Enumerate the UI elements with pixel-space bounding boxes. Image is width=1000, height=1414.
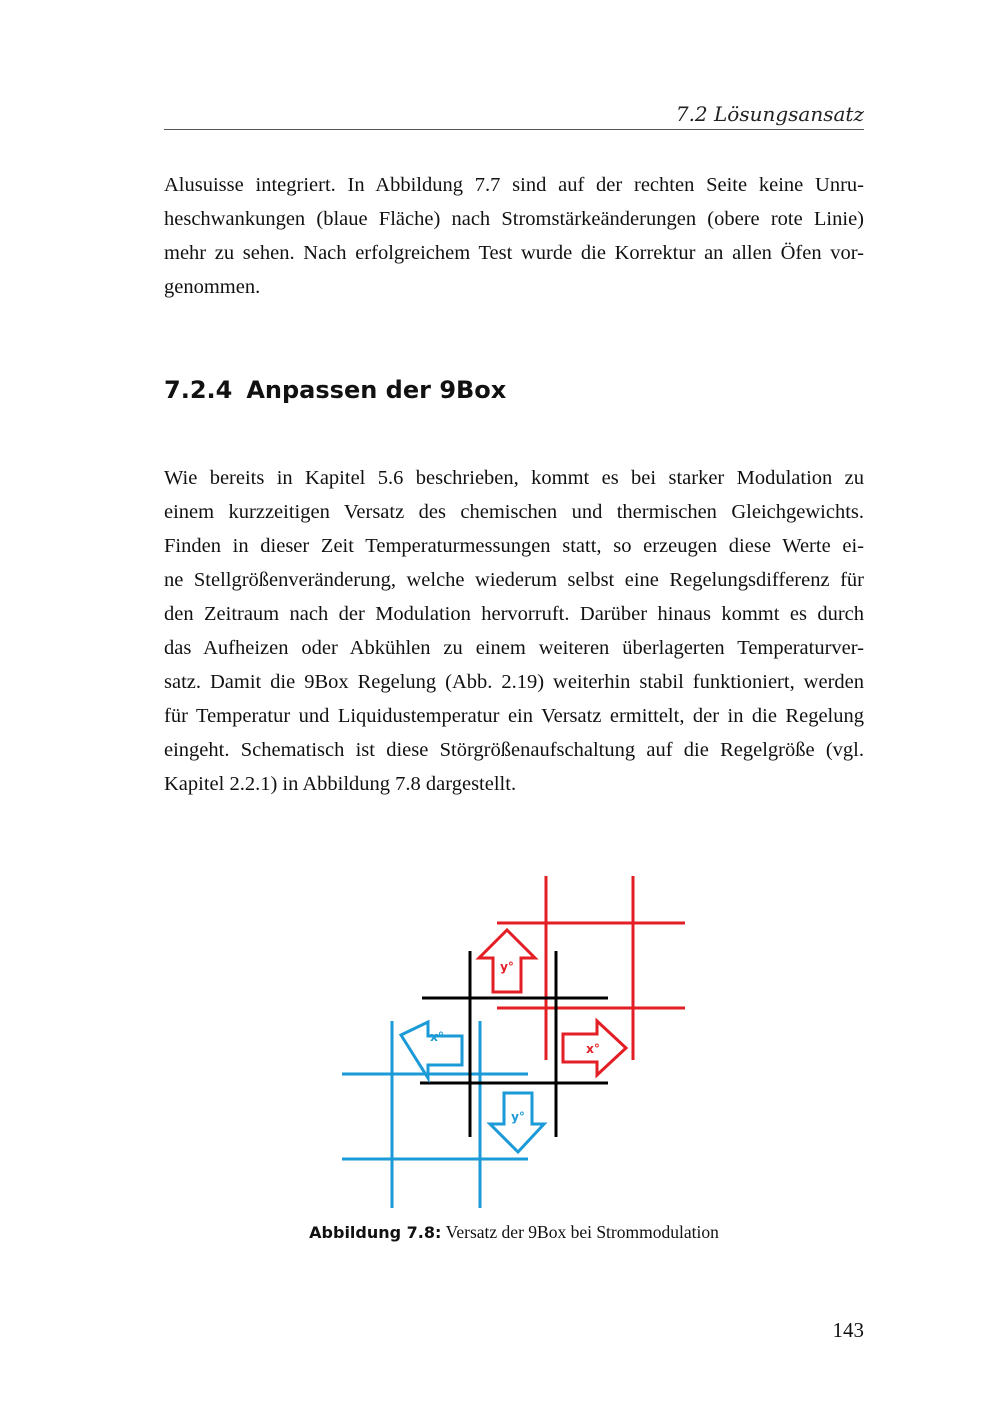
caption-text: Versatz der 9Box bei Strommodulation	[445, 1222, 719, 1242]
text-line: das Aufheizen oder Abkühlen zu einem weiteren überlagerten Temperaturver-	[164, 637, 864, 659]
text-line: mehr zu sehen. Nach erfolgreichem Test wurde die Korrektur an allen Öfen vor-	[164, 242, 864, 264]
blue-x-offset-label: x°	[430, 1030, 444, 1044]
figure-9box-offset	[330, 868, 700, 1218]
text-line: für Temperatur und Liquidustemperatur ein Versatz ermittelt, der in die Regelung	[164, 705, 864, 727]
section-number: 7.2.4	[164, 376, 233, 404]
text-line: Finden in dieser Zeit Temperaturmessungen statt, so erzeugen diese Werte ei-	[164, 535, 864, 557]
caption-label: Abbildung 7.8:	[309, 1223, 442, 1242]
red-grid	[497, 876, 685, 1060]
red-x-offset-label: x°	[586, 1042, 600, 1056]
text-line: heschwankungen (blaue Fläche) nach Stromstärkeänderungen (obere rote Linie)	[164, 208, 864, 230]
paragraph-intro	[164, 168, 864, 304]
text-line: Wie bereits in Kapitel 5.6 beschrieben, kommt es bei starker Modulation zu	[164, 467, 864, 489]
text-line: genommen.	[164, 276, 261, 298]
text-line: einem kurzzeitigen Versatz des chemischen und thermischen Gleichgewichts.	[164, 501, 864, 523]
red-y-offset-label: y°	[500, 960, 514, 974]
section-heading	[164, 376, 506, 404]
header-rule	[164, 129, 864, 130]
paragraph-body	[164, 461, 864, 801]
text-line: den Zeitraum nach der Modulation hervorruft. Darüber hinaus kommt es durch	[164, 603, 864, 625]
blue-y-offset-label: y°	[511, 1110, 525, 1124]
page-number: 143	[832, 1318, 864, 1342]
text-line: eingeht. Schematisch ist diese Störgrößenaufschaltung auf die Regelgröße (vgl.	[164, 739, 864, 761]
text-line: ne Stellgrößenveränderung, welche wiederum selbst eine Regelungsdifferenz für	[164, 569, 864, 591]
section-title-text: Anpassen der 9Box	[246, 376, 507, 404]
figure-caption	[164, 1222, 864, 1243]
text-line: Alusuisse integriert. In Abbildung 7.7 sind auf der rechten Seite keine Unru-	[164, 174, 864, 196]
text-line: Kapitel 2.2.1) in Abbildung 7.8 dargestellt.	[164, 773, 517, 795]
running-header: 7.2 Lösungsansatz	[675, 102, 864, 126]
ninebox-diagram	[330, 868, 700, 1218]
text-line: satz. Damit die 9Box Regelung (Abb. 2.19) weiterhin stabil funktioniert, werden	[164, 671, 864, 693]
